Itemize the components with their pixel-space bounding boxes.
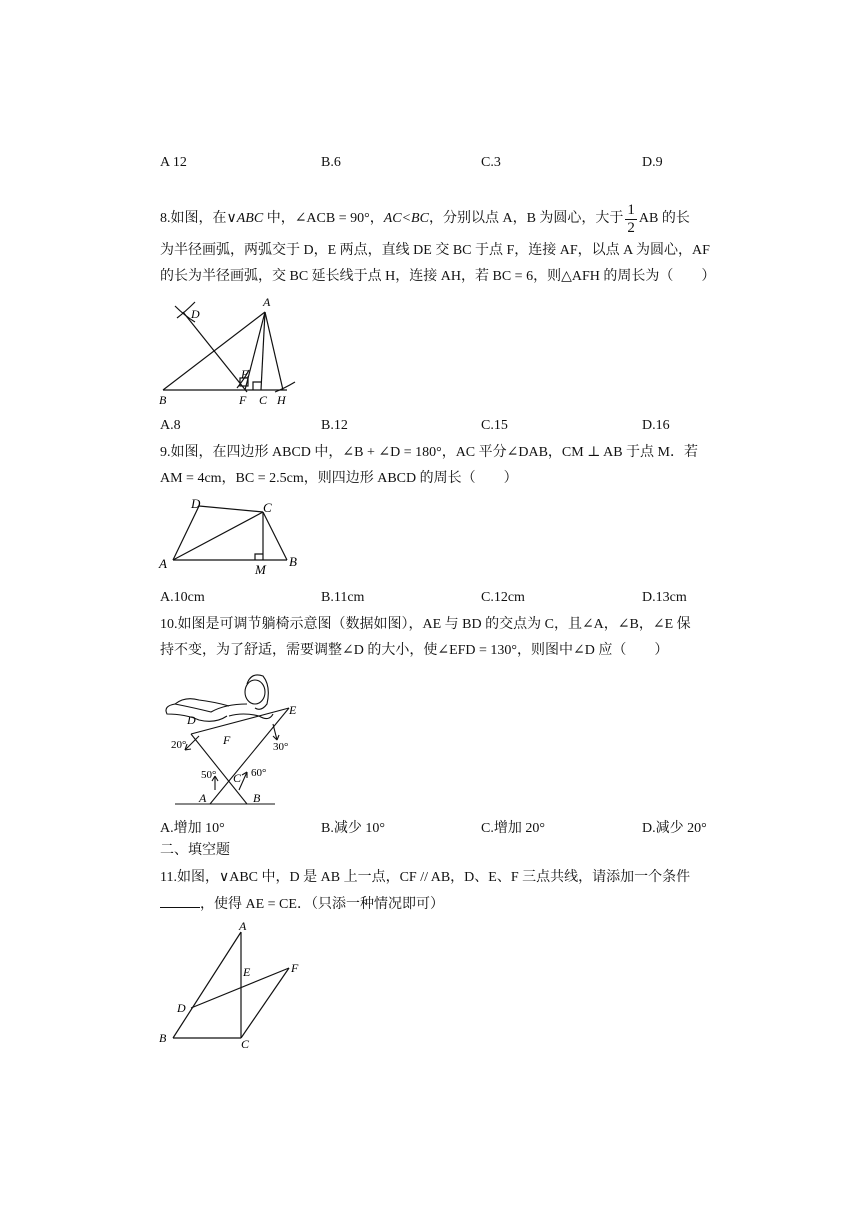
q10-label-f: F [223,733,231,747]
q8-label-a: A [263,295,271,309]
q10-angle-50: 50° [201,769,217,781]
q10-figure [155,664,297,808]
q8-line1 [160,202,690,236]
q10-angle-30: 30° [273,741,289,753]
q9-option-a[interactable]: A.10cm [160,590,205,605]
q10-label-b: B [253,791,261,805]
q10-option-d[interactable]: D.减少 20° [642,821,707,836]
q8-label-b: B [159,393,167,407]
q7-option-c[interactable]: C.3 [481,155,501,170]
fraction-numerator: 1 [627,202,635,218]
q11-line2 [160,898,444,912]
q9-label-d: D [191,496,201,511]
q9-label-c: C [263,500,272,515]
q8-line3: 的长为半径画弧，交 BC 延长线于点 H，连接 AH，若 BC = 6，则△AFH 的周长为（ ） [160,269,716,284]
q11-line2-text: ，使得 AE = CE．（只添一种情况即可） [200,897,444,912]
q9-option-b[interactable]: B.11cm [321,590,365,605]
q10-line1: 10.如图是可调节躺椅示意图（数据如图），AE 与 BD 的交点为 C，且∠A，∠B，∠E 保 [160,617,691,632]
q10-option-b[interactable]: B.减少 10° [321,821,385,836]
q7-option-b[interactable]: B.6 [321,155,341,170]
q9-label-a: A [159,556,167,571]
q8-option-b[interactable]: B.12 [321,418,348,433]
q9-line1: 9.如图，在四边形 ABCD 中，∠B + ∠D = 180°，AC 平分∠DAB，CM ⊥ AB 于点 M．若 [160,445,699,460]
q8-triangle: ABC [236,211,264,227]
q7-option-a[interactable]: A 12 [160,155,187,170]
q9-figure [155,496,315,580]
q8-line1-end: AB 的长 [638,211,690,227]
q11-line1: 11.如图，∨ABC 中，D 是 AB 上一点，CF // AB，D、E、F 三点共线，请添加一个条件 [160,870,691,885]
q8-option-c[interactable]: C.15 [481,418,508,433]
q8-side-cond: AC<BC [383,211,429,227]
q11-label-d: D [177,1001,186,1015]
q10-option-a[interactable]: A.增加 10° [160,821,225,836]
q8-angle-cond: 中，∠ACB = 90°， [263,211,384,227]
q8-label-d: D [191,307,200,321]
q10-line2: 持不变，为了舒适，需要调整∠D 的大小，使∠EFD = 130°，则图中∠D 应（ ） [160,643,669,658]
q11-label-b: B [159,1031,167,1045]
q10-label-c: C [233,771,242,785]
q8-label-h: H [277,393,286,407]
q9-option-c[interactable]: C.12cm [481,590,525,605]
q10-label-e: E [289,703,297,717]
q11-label-e: E [243,965,251,979]
q9-label-b: B [289,554,297,569]
q10-option-c[interactable]: C.增加 20° [481,821,545,836]
q11-label-c: C [241,1037,250,1051]
fraction-denominator: 2 [627,219,635,236]
q10-angle-20: 20° [171,739,187,751]
q8-label-c: C [259,393,268,407]
q9-option-d[interactable]: D.13cm [642,590,687,605]
q8-fraction [625,202,637,236]
q8-circle-text: ，分别以点 A，B 为圆心，大于 [428,211,624,227]
q11-label-f: F [291,961,299,975]
q7-option-d[interactable]: D.9 [642,155,663,170]
q11-answer-blank[interactable] [160,907,200,908]
q11-figure [155,919,315,1054]
q10-label-a: A [199,791,207,805]
q9-line2: AM = 4cm，BC = 2.5cm，则四边形 ABCD 的周长（ ） [160,471,518,486]
q9-label-m: M [255,562,266,577]
section-heading-fill-in: 二、填空题 [160,843,230,858]
q8-prefix: 8.如图，在∨ [160,211,237,227]
q10-label-d: D [187,713,196,727]
q8-figure [155,292,305,410]
q8-option-d[interactable]: D.16 [642,418,670,433]
q11-label-a: A [239,919,247,933]
q10-angle-60: 60° [251,767,267,779]
q8-label-f: F [239,393,247,407]
q8-label-e: E [241,367,249,381]
q8-line2: 为半径画弧，两弧交于 D，E 两点，直线 DE 交 BC 于点 F，连接 AF，以点 A 为圆心，AF [160,243,710,258]
q8-option-a[interactable]: A.8 [160,418,181,433]
